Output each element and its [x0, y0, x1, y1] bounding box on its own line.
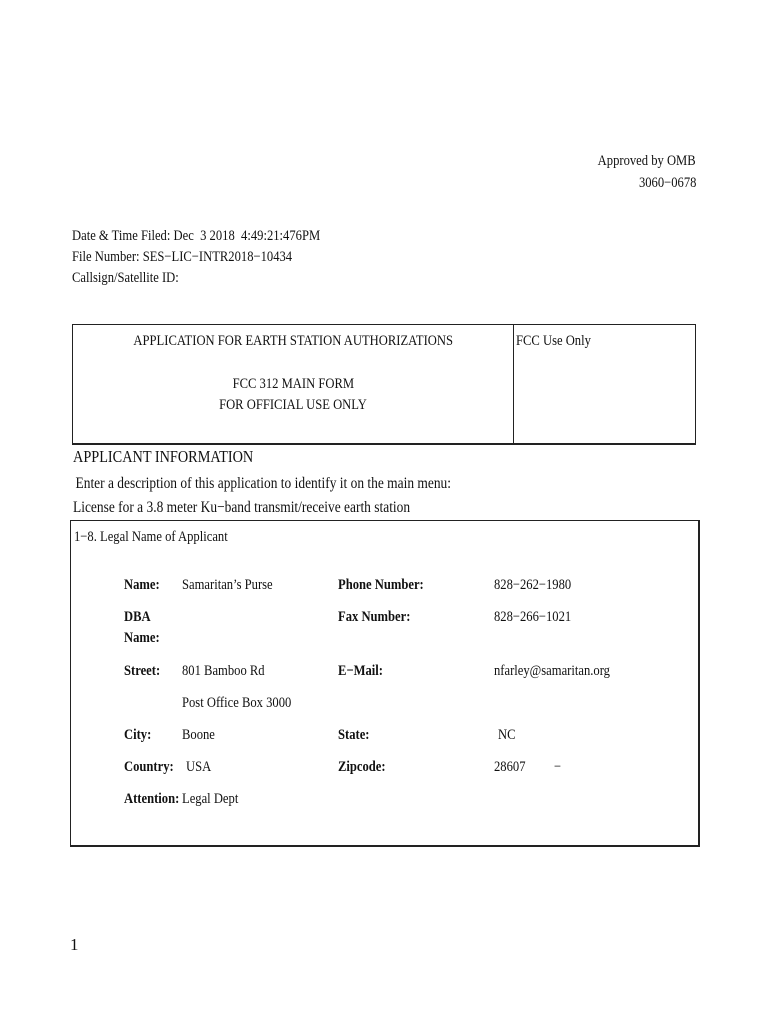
street-value-line-1: 801 Bamboo Rd [182, 663, 265, 679]
filing-info [72, 226, 367, 289]
country-value: USA [186, 759, 212, 775]
description-value: License for a 3.8 meter Ku−band transmit/receive earth station [73, 499, 411, 516]
callsign-satellite-id: Callsign/Satellite ID: [72, 270, 179, 286]
city-value: Boone [182, 727, 215, 743]
form-name: FCC 312 MAIN FORM [232, 376, 354, 392]
omb-approved-text: Approved by OMB [597, 153, 696, 169]
dba-label-line-2: Name: [124, 630, 160, 646]
attention-value: Legal Dept [182, 791, 239, 807]
omb-number: 3060−0678 [638, 175, 696, 191]
name-label: Name: [124, 577, 160, 593]
form-header-titles [73, 331, 513, 416]
name-value: Samaritan’s Purse [182, 577, 273, 593]
fax-label: Fax Number: [338, 609, 411, 625]
legal-section-title: 1−8. Legal Name of Applicant [74, 529, 228, 545]
state-label: State: [338, 727, 370, 743]
attention-label: Attention: [124, 791, 180, 807]
omb-approval [579, 150, 696, 194]
phone-value: 828−262−1980 [494, 577, 572, 593]
dba-label-line-1: DBA [124, 609, 151, 625]
page-number: 1 [70, 935, 79, 954]
official-use-notice: FOR OFFICIAL USE ONLY [219, 397, 367, 413]
street-label: Street: [124, 663, 161, 679]
form-header-box [72, 324, 696, 445]
applicant-info-heading [73, 446, 288, 468]
email-value: nfarley@samaritan.org [494, 663, 610, 679]
fcc-use-only-label: FCC Use Only [516, 333, 591, 349]
fax-value: 828−266−1021 [494, 609, 572, 625]
state-value: NC [498, 727, 516, 743]
email-label: E−Mail: [338, 663, 383, 679]
street-value-line-2: Post Office Box 3000 [182, 695, 292, 711]
country-label: Country: [124, 759, 174, 775]
zipcode-value: 28607 [494, 759, 526, 775]
file-number: File Number: SES−LIC−INTR2018−10434 [72, 249, 293, 265]
fcc-use-only-cell [516, 331, 605, 352]
description-prompt: Enter a description of this application to identify it on the main menu: [75, 475, 452, 492]
header-divider [513, 325, 514, 444]
city-label: City: [124, 727, 152, 743]
applicant-info-heading-text: APPLICANT INFORMATION [73, 447, 254, 466]
phone-label: Phone Number: [338, 577, 424, 593]
form-title: APPLICATION FOR EARTH STATION AUTHORIZATIONS [133, 333, 453, 349]
date-time-filed: Date & Time Filed: Dec 3 2018 4:49:21:476PM [72, 228, 321, 244]
legal-name-section [70, 520, 700, 847]
zipcode-label: Zipcode: [338, 759, 386, 775]
application-description [73, 472, 523, 520]
zipcode-extension: − [554, 759, 562, 775]
